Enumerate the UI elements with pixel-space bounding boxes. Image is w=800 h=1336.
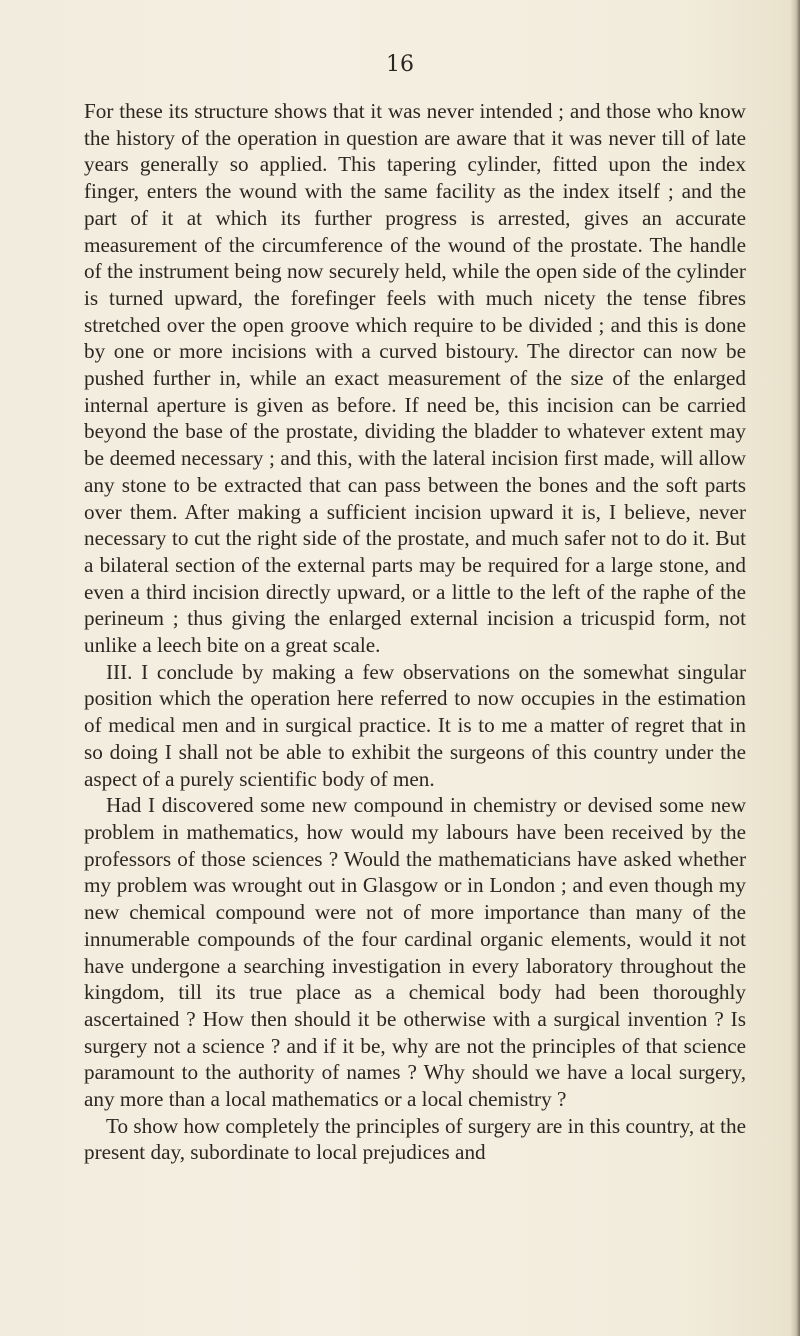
page-edge-shadow xyxy=(790,0,800,1336)
page-body-text xyxy=(84,98,746,1166)
paragraph-local-prejudices: To show how completely the principles of surgery are in this country, at the present day, subordinate to local prejudices and xyxy=(84,1113,746,1165)
paragraph-chemistry-analogy: Had I discovered some new compound in chemistry or devised some new problem in mathematics, how would my labours have been received by the professors of those sciences ? Would the mathematicians have asked whether my problem was wrought out in Glasgow or in London ; and even though my new chemical compound were not of more importance than many of the innumerable compounds of the four cardinal organic elements, would it not have undergone a searching investigation in every laboratory throughout the kingdom, till its true place as a chemical body had been thoroughly ascertained ? How then should it be otherwise with a surgical invention ? Is surgery not a science ? and if it be, why are not the principles of that science paramount to the authority of names ? Why should we have a local surgery, any more than a local mathematics or a local chemistry ? xyxy=(84,793,746,1112)
page-number: 16 xyxy=(386,52,414,77)
paragraph-section-iii: III. I conclude by making a few observations on the somewhat singular position which the operation here referred to now occupies in the estimation of medical men and in surgical practice. It is to me a matter of regret that in so doing I shall not be able to exhibit the surgeons of this country under the aspect of a purely scientific body of men. xyxy=(84,659,746,791)
paragraph-lithotomy-instrument: For these its structure shows that it was never intended ; and those who know the history of the operation in question are aware that it was never till of late years generally so applied. This tapering cylinder, fitted upon the index finger, enters the wound with the same facility as the index itself ; and the part of it at which its further progress is arrested, gives an accurate measurement of the circumference of the wound of the prostate. The handle of the instrument being now securely held, while the open side of the cylinder is turned upward, the forefinger feels with much nicety the tense fibres stretched over the open groove which require to be divided ; and this is done by one or more incisions with a curved bistoury. The director can now be pushed further in, while an exact measurement of the size of the enlarged internal aperture is given as before. If need be, this incision can be carried beyond the base of the prostate, dividing the bladder to whatever extent may be deemed necessary ; and this, with the lateral incision first made, will allow any stone to be extracted that can pass between the bones and the soft parts over them. After making a sufficient incision upward it is, I believe, never necessary to cut the right side of the prostate, and much safer not to do it. But a bilateral section of the external parts may be required for a large stone, and even a third incision directly upward, or a little to the left of the raphe of the perineum ; thus giving the enlarged external incision a tricuspid form, not unlike a leech bite on a great scale. xyxy=(84,99,746,658)
